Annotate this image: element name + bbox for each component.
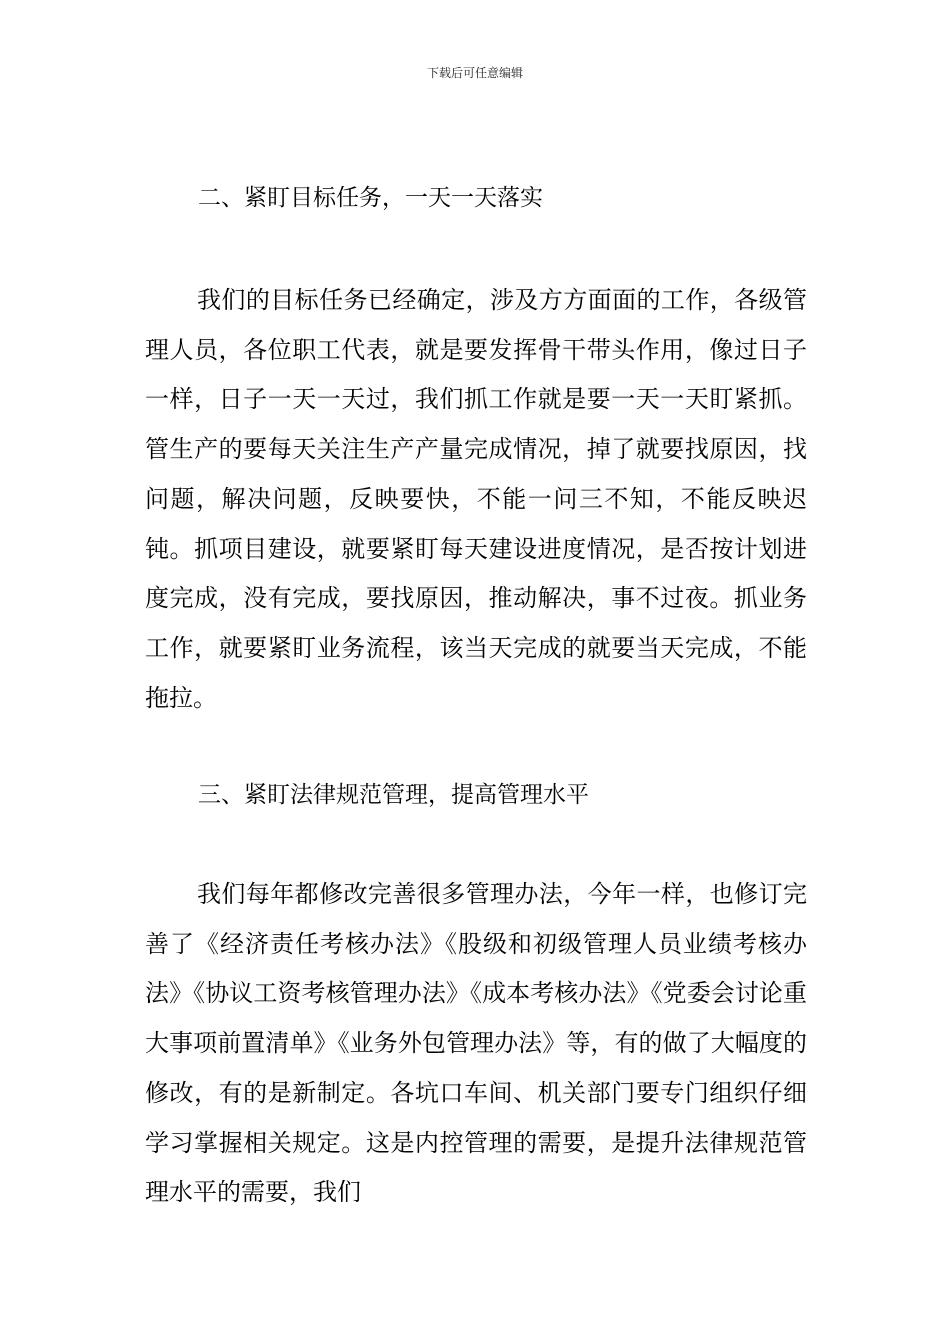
page-header-note: 下载后可任意编辑: [426, 66, 523, 80]
section-heading-2: 二、紧盯目标任务，一天一天落实: [198, 185, 543, 211]
section-paragraph-3: 我们每年都修改完善很多管理办法，今年一样，也修订完善了《经济责任考核办法》《股级和初级管理人员业绩考核办法》《协议工资考核管理办法》《成本考核办法》《党委会讨论重大事项前置清单》《业务外包管理办法》等，有的做了大幅度的修改，有的是新制定。各坑口车间、机关部门要专门组织仔细学习掌握相关规定。这是内控管理的需要，是提升法律规范管理水平的需要，我们: [145, 880, 807, 1207]
section-paragraph-2: 我们的目标任务已经确定，涉及方方面面的工作，各级管理人员，各位职工代表，就是要发挥骨干带头作用，像过日子一样，日子一天一天过，我们抓工作就是要一天一天盯紧抓。管生产的要每天关注生产产量完成情况，掉了就要找原因，找问题，解决问题，反映要快，不能一问三不知，不能反映迟钝。抓项目建设，就要紧盯每天建设进度情况，是否按计划进度完成，没有完成，要找原因，推动解决，事不过夜。抓业务工作，就要紧盯业务流程，该当天完成的就要当天完成，不能拖拉。: [145, 286, 807, 712]
section-heading-3: 三、紧盯法律规范管理，提高管理水平: [198, 782, 589, 808]
